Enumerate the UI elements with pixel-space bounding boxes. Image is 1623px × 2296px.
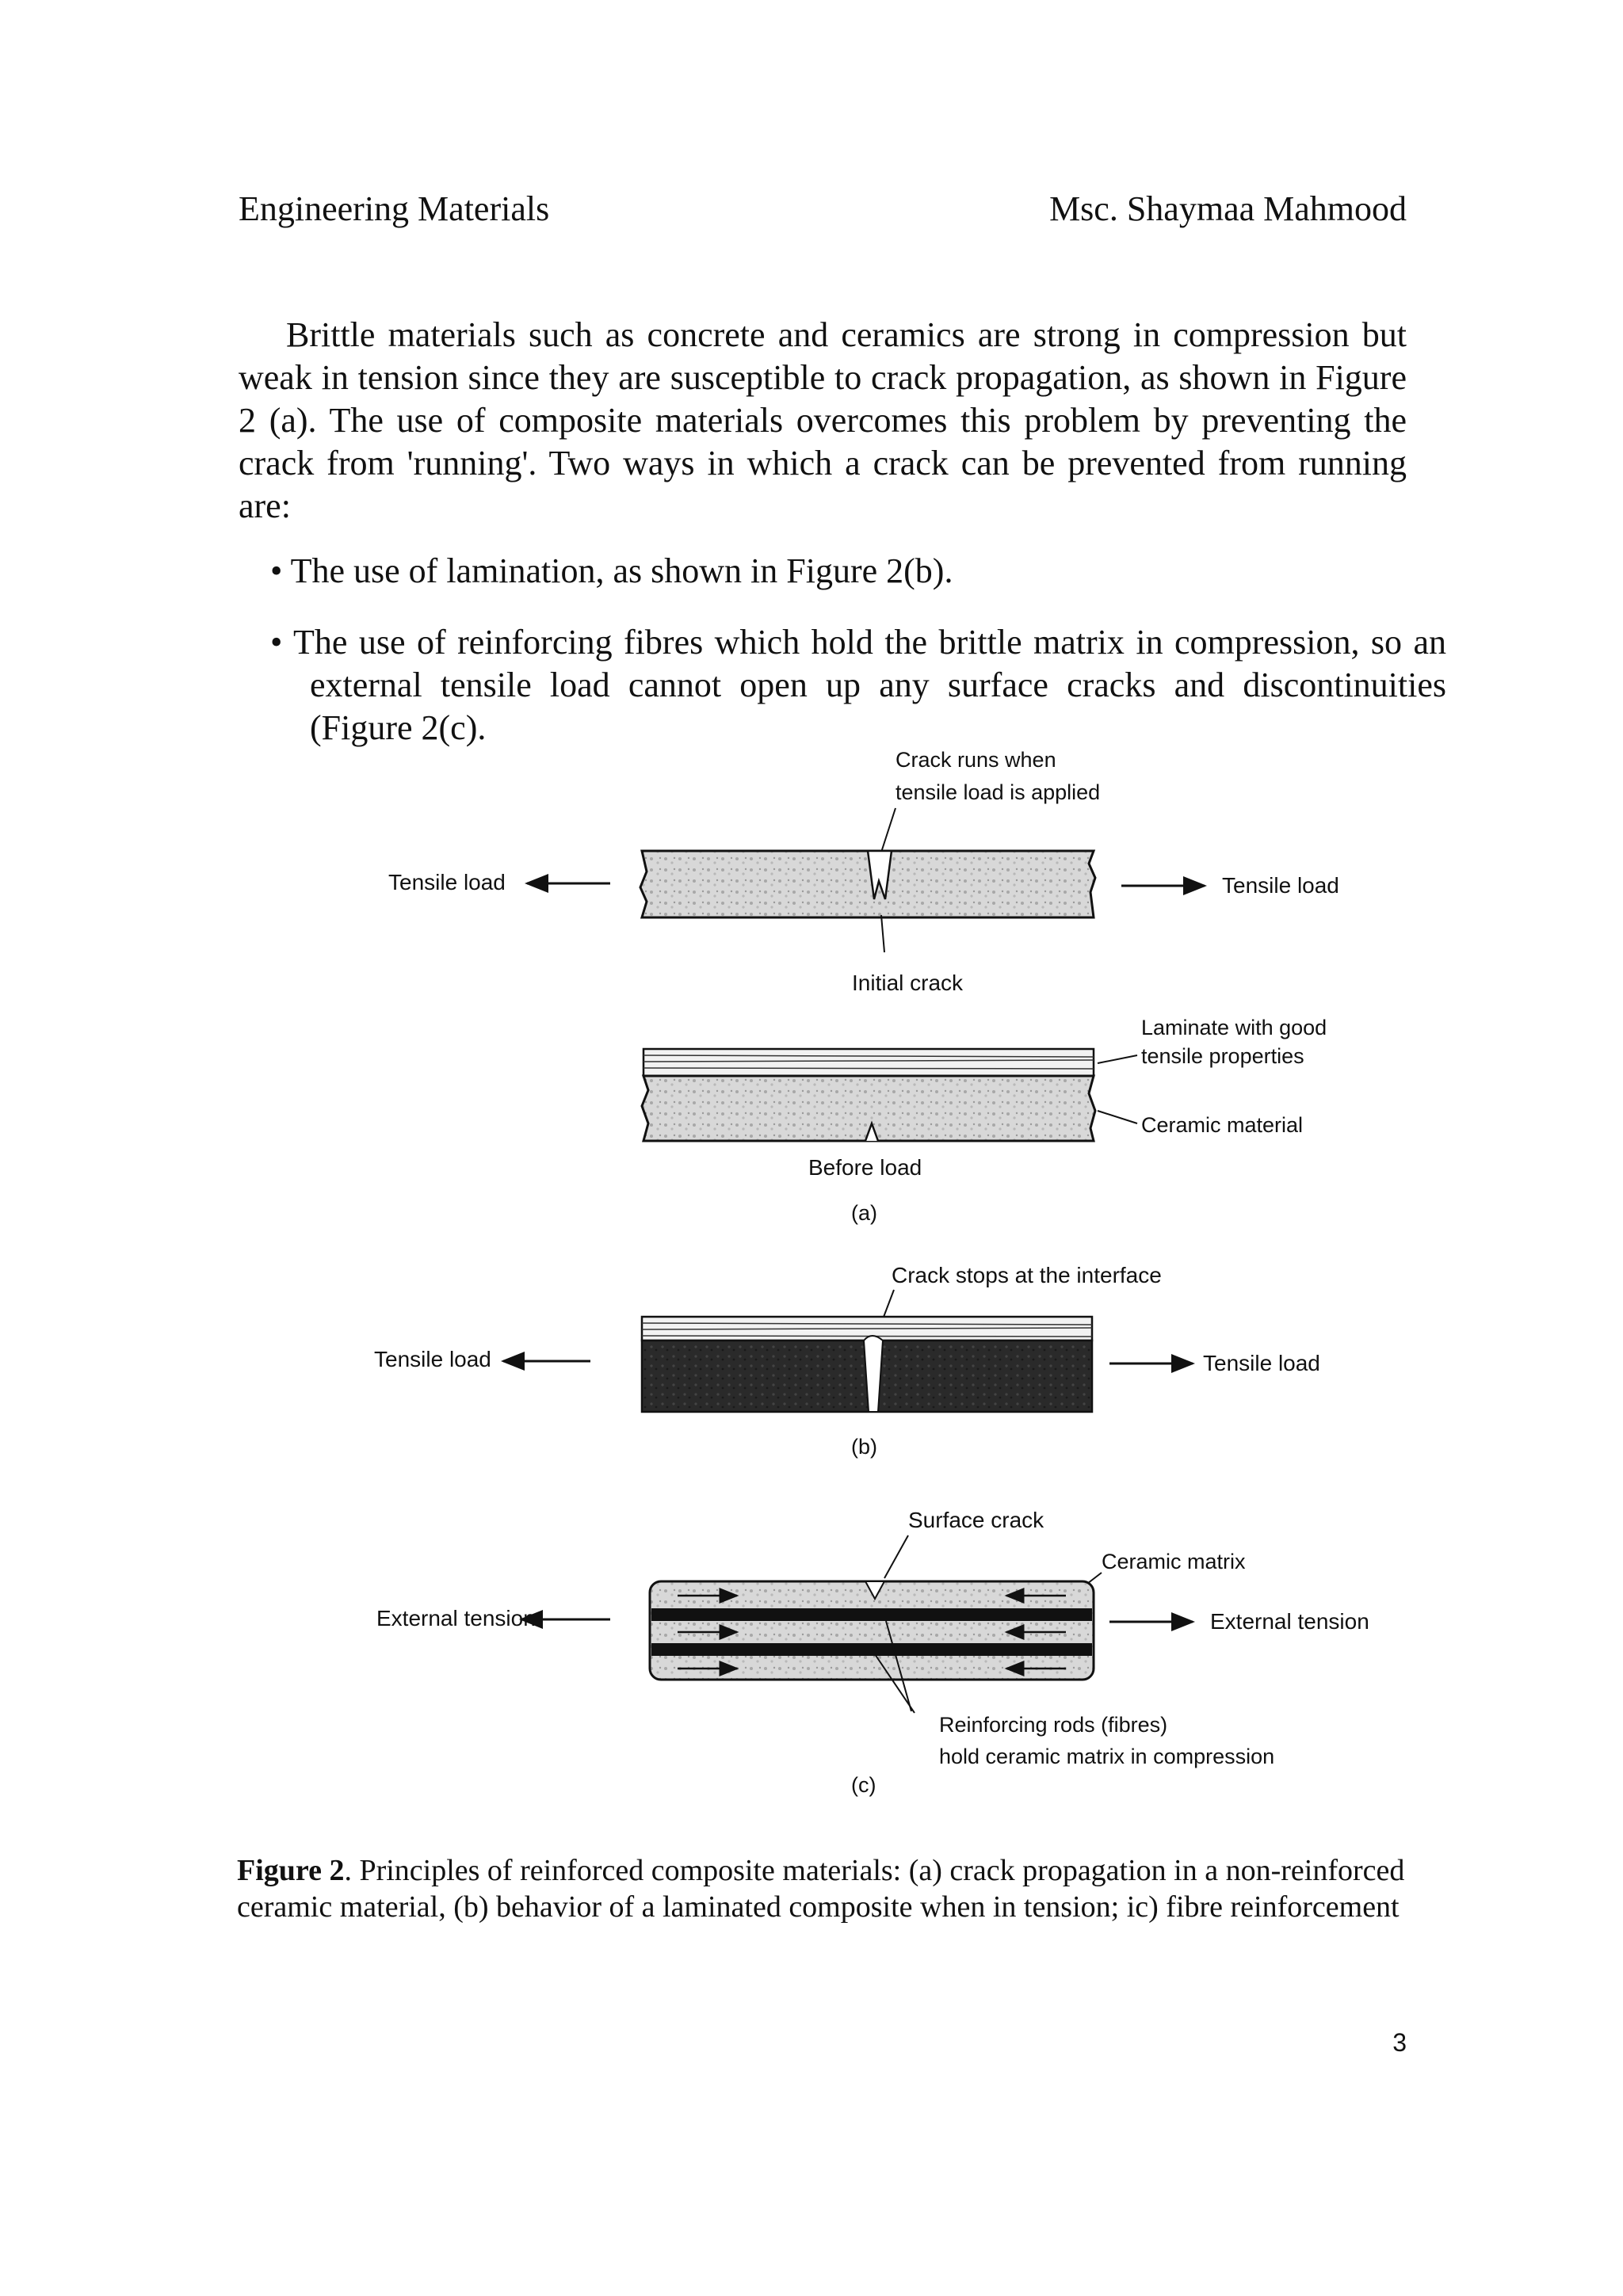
page-number: 3: [1392, 2028, 1407, 2057]
label-tensile-load-right-b: Tensile load: [1203, 1351, 1320, 1375]
body-paragraph: Brittle materials such as concrete and ceramics are strong in compression but weak in tension since they are susceptible to crack propagation, as shown in Figure 2 (a). The use of composite materials overcomes this problem by preventing the crack from 'running'. Two ways in which a crack can be prevented from running are:: [239, 315, 1407, 525]
label-laminate-2: tensile properties: [1141, 1044, 1304, 1068]
reinforcing-rod-1: [651, 1608, 1092, 1621]
label-ceramic-material: Ceramic material: [1141, 1113, 1304, 1137]
bullet-fibres: • The use of reinforcing fibres which hold the brittle matrix in compression, so an external tensile load cannot open up any surface cracks and discontinuities (Figure 2(c).: [270, 623, 1446, 747]
label-crack-runs-1: Crack runs when: [896, 748, 1056, 772]
diagram-a-laminate-before: [642, 1016, 1327, 1225]
label-surface-crack: Surface crack: [908, 1508, 1044, 1532]
caption-text: . Principles of reinforced composite materials: (a) crack propagation in a non-reinforced ceramic material, (b) behavior of a laminated composite when in tension; ic) fibre reinforcement: [237, 1854, 1405, 1924]
leader-laminate: [1098, 1055, 1137, 1063]
label-before-load: Before load: [808, 1155, 922, 1180]
bullet-lamination: • The use of lamination, as shown in Figure 2(b).: [270, 551, 953, 590]
leader-initial-crack: [881, 915, 884, 952]
label-a: (a): [851, 1201, 877, 1225]
caption-label: Figure 2: [237, 1854, 345, 1887]
figure-2-diagram: [349, 745, 1411, 1822]
label-rods-1: Reinforcing rods (fibres): [939, 1713, 1168, 1737]
label-tensile-load-right-a: Tensile load: [1222, 873, 1339, 898]
label-ceramic-matrix: Ceramic matrix: [1102, 1550, 1246, 1573]
header-title: Engineering Materials: [239, 189, 550, 228]
leader-ceramic-material: [1098, 1111, 1137, 1123]
label-tensile-load-left-b: Tensile load: [374, 1347, 491, 1371]
ceramic-bar-a: [640, 851, 1095, 917]
label-external-tension-left: External tension: [376, 1606, 536, 1630]
figure-caption: [237, 1852, 1410, 1925]
label-crack-runs-2: tensile load is applied: [896, 780, 1101, 804]
label-rods-2: hold ceramic matrix in compression: [939, 1745, 1275, 1768]
label-b: (b): [851, 1435, 877, 1459]
reinforcing-rod-2: [651, 1643, 1092, 1656]
label-initial-crack: Initial crack: [852, 971, 964, 995]
diagram-c-fibre-reinforcement: [376, 1508, 1369, 1797]
diagram-a-cracked-bar: [388, 748, 1339, 995]
header-author: Msc. Shaymaa Mahmood: [1049, 189, 1407, 228]
leader-surface-crack: [884, 1535, 908, 1578]
label-crack-stops: Crack stops at the interface: [892, 1263, 1162, 1287]
label-tensile-load-left-a: Tensile load: [388, 870, 506, 894]
laminate-layer: [643, 1049, 1094, 1076]
diagram-b-laminated-tension: [374, 1263, 1320, 1459]
label-c: (c): [851, 1773, 876, 1797]
label-laminate-1: Laminate with good: [1141, 1016, 1327, 1039]
label-external-tension-right: External tension: [1210, 1609, 1369, 1634]
